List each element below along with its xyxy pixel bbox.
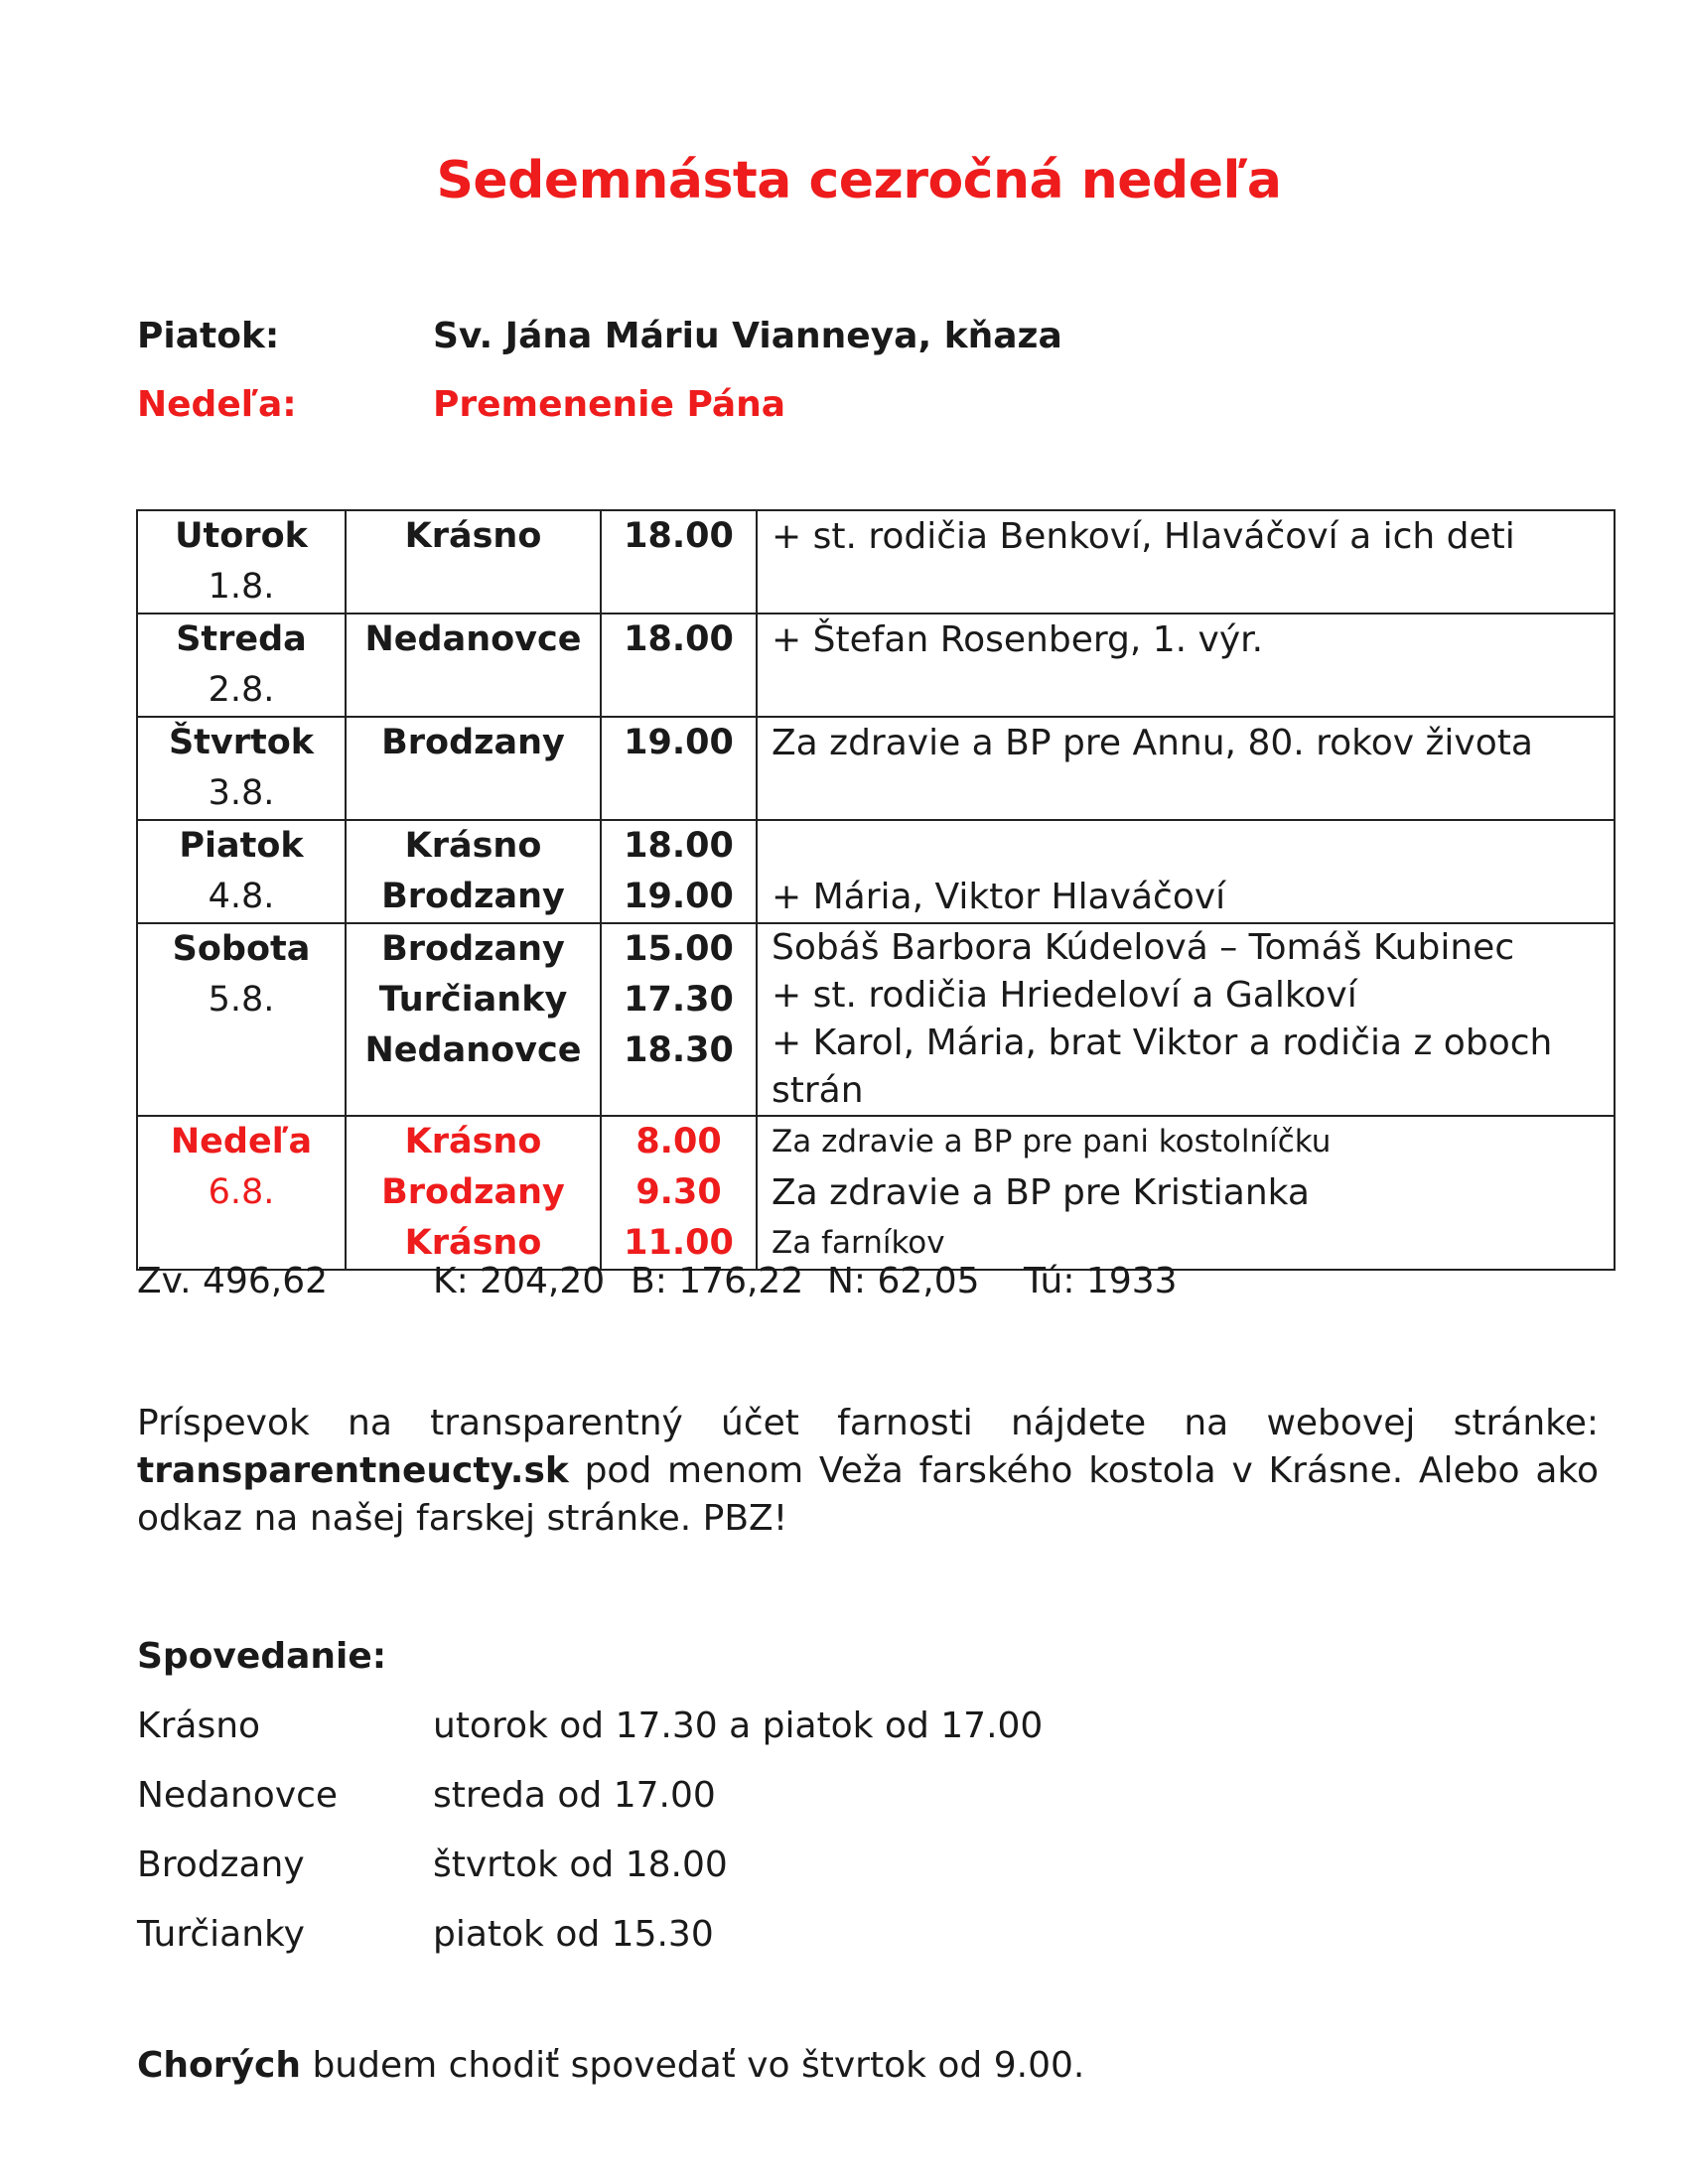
time-cell — [601, 1116, 757, 1270]
place-cell — [346, 717, 601, 820]
sick-visit-note — [137, 2045, 1084, 2086]
place: Krásno — [404, 516, 542, 556]
place: Brodzany — [381, 723, 565, 762]
intention-cell — [757, 717, 1615, 820]
feast-label: Nedeľa: — [137, 384, 297, 425]
day-date: 3.8. — [208, 773, 275, 813]
time: 18.00 — [624, 516, 734, 556]
confession-place: Brodzany — [137, 1844, 305, 1885]
place: Brodzany — [381, 877, 565, 916]
feast-label: Piatok: — [137, 316, 280, 356]
confession-time: streda od 17.00 — [433, 1775, 716, 1816]
feast-value: Sv. Jána Máriu Vianneya, kňaza — [433, 316, 1062, 356]
time: 15.00 — [624, 929, 734, 969]
sick-note-text: budem chodiť spovedať vo štvrtok od 9.00. — [312, 2045, 1085, 2086]
collection-n: N: 62,05 — [827, 1261, 980, 1301]
day-name: Utorok — [175, 516, 308, 556]
place: Krásno — [404, 1122, 542, 1161]
place: Nedanovce — [364, 619, 582, 659]
day-cell — [137, 1116, 346, 1270]
time: 19.00 — [624, 723, 734, 762]
collection-k: K: 204,20 — [433, 1261, 606, 1301]
intention: + st. rodičia Benkoví, Hlaváčoví a ich deti — [772, 516, 1515, 557]
confession-time: utorok od 17.30 a piatok od 17.00 — [433, 1706, 1044, 1746]
time: 18.30 — [624, 1030, 734, 1070]
day-cell — [137, 820, 346, 923]
time: 18.00 — [624, 826, 734, 866]
intention: Za farníkov — [772, 1225, 945, 1261]
place-cell — [346, 510, 601, 614]
intention-cell — [757, 1116, 1615, 1270]
time: 17.30 — [624, 980, 734, 1020]
time: 8.00 — [635, 1122, 722, 1161]
table-row — [137, 923, 1615, 1116]
intention — [772, 821, 1614, 872]
intention: + st. rodičia Hriedeloví a Galkoví — [772, 975, 1357, 1016]
day-name: Nedeľa — [170, 1122, 313, 1161]
table-row — [137, 614, 1615, 717]
time: 9.30 — [635, 1172, 722, 1212]
sick-note-bold: Chorých — [137, 2045, 301, 2086]
place-cell — [346, 820, 601, 923]
day-cell — [137, 510, 346, 614]
day-name: Sobota — [172, 929, 311, 969]
time-cell — [601, 820, 757, 923]
page-title: Sedemnásta cezročná nedeľa — [436, 151, 1282, 210]
place: Krásno — [404, 1223, 542, 1263]
intention: + Mária, Viktor Hlaváčoví — [772, 877, 1226, 917]
table-row — [137, 717, 1615, 820]
place: Brodzany — [381, 1172, 565, 1212]
intention: Sobáš Barbora Kúdelová – Tomáš Kubinec — [772, 927, 1515, 968]
day-date: 5.8. — [208, 980, 275, 1020]
day-cell — [137, 614, 346, 717]
day-date: 4.8. — [208, 877, 275, 916]
confession-place: Krásno — [137, 1706, 261, 1746]
contribution-paragraph — [137, 1400, 1599, 1543]
confession-place: Nedanovce — [137, 1775, 339, 1816]
time: 18.00 — [624, 619, 734, 659]
table-row — [137, 510, 1615, 614]
contribution-text: pod menom Veža farského kostola v Krásne. Alebo ako odkaz na našej farskej stránke. PBZ! — [137, 1450, 1599, 1539]
place-cell — [346, 1116, 601, 1270]
time: 19.00 — [624, 877, 734, 916]
day-name: Štvrtok — [168, 723, 315, 762]
mass-schedule-table — [136, 509, 1616, 1271]
place: Krásno — [404, 826, 542, 866]
intention-cell — [757, 614, 1615, 717]
place-cell — [346, 614, 601, 717]
day-date: 6.8. — [208, 1172, 275, 1212]
contribution-link: transparentneucty.sk — [137, 1450, 569, 1491]
collection-b: B: 176,22 — [631, 1261, 804, 1301]
intention: Za zdravie a BP pre Kristianka — [772, 1172, 1310, 1213]
table-row — [137, 1116, 1615, 1270]
time-cell — [601, 614, 757, 717]
day-date: 2.8. — [208, 670, 275, 710]
intention-cell — [757, 510, 1615, 614]
place-cell — [346, 923, 601, 1116]
day-name: Piatok — [179, 826, 304, 866]
confession-time: štvrtok od 18.00 — [433, 1844, 728, 1885]
day-cell — [137, 717, 346, 820]
day-date: 1.8. — [208, 567, 275, 607]
intention-cell — [757, 923, 1615, 1116]
contribution-text: Príspevok na transparentný účet farnosti nájdete na webovej stránke: — [137, 1403, 1599, 1443]
time-cell — [601, 717, 757, 820]
time: 11.00 — [624, 1223, 734, 1263]
place: Turčianky — [378, 980, 568, 1020]
intention: + Štefan Rosenberg, 1. výr. — [772, 619, 1264, 660]
intention: Za zdravie a BP pre pani kostolníčku — [772, 1124, 1332, 1160]
day-name: Streda — [176, 619, 307, 659]
day-cell — [137, 923, 346, 1116]
collection-total: Zv. 496,62 — [137, 1261, 329, 1301]
intention: Za zdravie a BP pre Annu, 80. rokov života — [772, 723, 1533, 763]
place: Nedanovce — [364, 1030, 582, 1070]
place: Brodzany — [381, 929, 565, 969]
table-row — [137, 820, 1615, 923]
time-cell — [601, 923, 757, 1116]
collection-tu: Tú: 1933 — [1024, 1261, 1178, 1301]
intention: + Karol, Mária, brat Viktor a rodičia z oboch strán — [772, 1023, 1553, 1111]
confessions-heading: Spovedanie: — [137, 1636, 387, 1677]
intention-cell — [757, 820, 1615, 923]
confession-time: piatok od 15.30 — [433, 1914, 714, 1955]
time-cell — [601, 510, 757, 614]
confession-place: Turčianky — [137, 1914, 305, 1955]
feast-value: Premenenie Pána — [433, 384, 786, 425]
